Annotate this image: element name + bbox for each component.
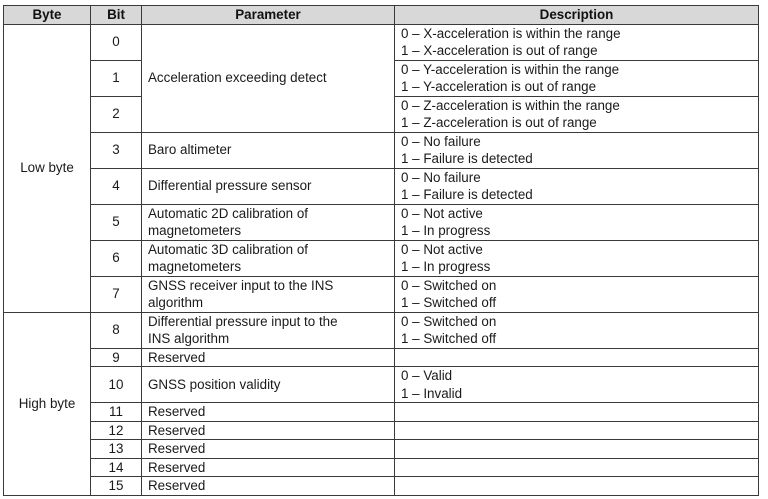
description-line: 0 – Switched on [401,313,497,329]
description-line: 0 – Y-acceleration is within the range [401,61,620,77]
description-line: 1 – Failure is detected [401,187,533,202]
description-line: 1 – In progress [401,223,491,238]
description-line: 1 – Switched off [401,331,497,346]
table-row [4,458,759,477]
description-cell [395,458,759,477]
bit-cell: 14 [91,458,142,477]
header-byte: Byte [4,6,91,25]
parameter-cell [142,276,395,312]
table-row [4,24,759,60]
description-line: 1 – Invalid [401,385,463,401]
description-cell [395,440,759,459]
header-parameter: Parameter [142,6,395,25]
table-row [4,312,759,348]
bit-cell: 8 [91,312,142,348]
description-cell [395,477,759,496]
parameter-cell: Reserved [142,440,395,459]
description-line: 0 – Valid [401,368,453,383]
byte-group-low: Low byte [4,24,91,312]
bit-cell: 1 [91,60,142,96]
description-cell [395,240,759,276]
description-line: 0 – Not active [401,205,483,221]
description-cell [395,403,759,422]
table-row [4,276,759,312]
parameter-cell: Reserved [142,477,395,496]
table-row [4,421,759,440]
table-row [4,240,759,276]
bit-cell: 2 [91,96,142,132]
table-row [4,403,759,422]
description-cell [395,168,759,204]
parameter-line: INS algorithm [148,331,230,346]
parameter-cell: GNSS position validity [142,367,395,403]
bit-cell: 9 [91,348,142,367]
description-line: 1 – Z-acceleration is out of range [401,115,597,130]
bit-cell: 10 [91,367,142,403]
description-cell [395,276,759,312]
bit-cell: 13 [91,440,142,459]
description-line: 1 – Failure is detected [401,151,533,166]
description-line: 1 – In progress [401,259,491,274]
table-row [4,440,759,459]
description-cell [395,24,759,60]
parameter-line: magnetometers [148,259,242,274]
parameter-line: GNSS receiver input to the INS [148,277,334,293]
bit-cell: 15 [91,477,142,496]
table-row [4,132,759,168]
table-row [4,168,759,204]
bit-description-table [3,5,759,496]
bit-cell: 7 [91,276,142,312]
table-row [4,348,759,367]
table-row [4,204,759,240]
description-cell [395,204,759,240]
parameter-line: Differential pressure input to the [148,313,338,329]
parameter-cell: Acceleration exceeding detect [142,24,395,132]
table-row [4,477,759,496]
table-header-row [4,6,759,25]
description-line: 1 – X-acceleration is out of range [401,43,598,58]
description-cell [395,96,759,132]
parameter-line: Automatic 3D calibration of [148,241,309,257]
description-cell [395,132,759,168]
parameter-line: Automatic 2D calibration of [148,205,309,221]
description-line: 0 – X-acceleration is within the range [401,25,621,41]
parameter-cell [142,312,395,348]
description-line: 0 – No failure [401,169,481,185]
byte-group-high: High byte [4,312,91,495]
parameter-cell [142,240,395,276]
header-bit: Bit [91,6,142,25]
bit-cell: 3 [91,132,142,168]
parameter-line: algorithm [148,295,204,310]
description-cell [395,312,759,348]
description-line: 0 – No failure [401,133,481,149]
bit-cell: 5 [91,204,142,240]
description-line: 1 – Y-acceleration is out of range [401,79,597,94]
description-line: 0 – Not active [401,241,483,257]
header-description: Description [395,6,759,25]
parameter-line: magnetometers [148,223,242,238]
table-row [4,367,759,403]
bit-cell: 12 [91,421,142,440]
description-cell [395,60,759,96]
bit-cell: 11 [91,403,142,422]
bit-cell: 4 [91,168,142,204]
description-cell [395,348,759,367]
parameter-cell: Reserved [142,458,395,477]
parameter-cell: Differential pressure sensor [142,168,395,204]
description-line: 0 – Z-acceleration is within the range [401,97,620,113]
parameter-cell [142,204,395,240]
parameter-cell: Reserved [142,348,395,367]
parameter-cell: Reserved [142,421,395,440]
parameter-cell: Reserved [142,403,395,422]
description-line: 1 – Switched off [401,295,497,310]
parameter-cell: Baro altimeter [142,132,395,168]
description-cell [395,421,759,440]
bit-cell: 0 [91,24,142,60]
bit-cell: 6 [91,240,142,276]
description-cell [395,367,759,403]
description-line: 0 – Switched on [401,277,497,293]
